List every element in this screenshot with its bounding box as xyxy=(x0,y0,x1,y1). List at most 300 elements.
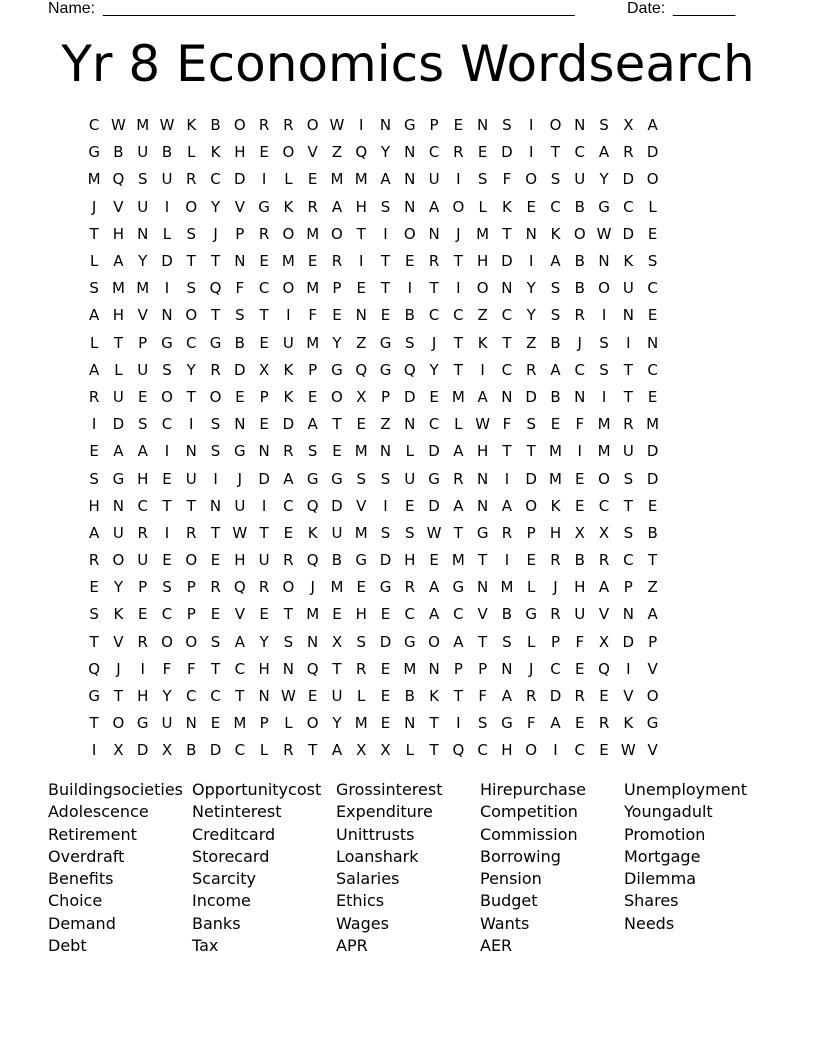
grid-row xyxy=(82,330,665,357)
grid-letter: N xyxy=(161,306,173,325)
grid-letter: R xyxy=(404,578,416,597)
word-column xyxy=(48,779,192,957)
grid-letter: S xyxy=(477,170,488,189)
grid-letter: F xyxy=(162,659,172,678)
grid-letter: C xyxy=(161,605,173,624)
grid-letter: N xyxy=(501,387,513,406)
grid-letter: S xyxy=(477,714,488,733)
grid-letter: J xyxy=(431,333,437,352)
grid-letter: K xyxy=(623,252,634,271)
grid-letter: R xyxy=(258,224,270,243)
grid-letter: E xyxy=(332,605,342,624)
grid-letter: D xyxy=(112,415,125,434)
grid-letter: T xyxy=(648,551,658,570)
grid-letter: T xyxy=(478,632,488,651)
grid-letter: T xyxy=(162,496,172,515)
grid-letter: A xyxy=(550,714,561,733)
grid-letter: X xyxy=(380,741,391,760)
word-item: Debt xyxy=(48,936,87,956)
grid-letter: N xyxy=(307,632,319,651)
grid-letter: Y xyxy=(526,306,536,325)
grid-letter: S xyxy=(599,333,609,352)
grid-letter: R xyxy=(501,523,513,542)
grid-letter: O xyxy=(525,741,538,760)
grid-letter: O xyxy=(185,632,198,651)
grid-letter: N xyxy=(428,659,440,678)
grid-letter: E xyxy=(380,605,391,624)
grid-letter: R xyxy=(574,306,585,325)
grid-letter: T xyxy=(89,224,99,243)
grid-letter: Y xyxy=(332,714,342,733)
grid-letter: F xyxy=(235,279,245,298)
grid-letter: E xyxy=(356,415,366,434)
grid-letter: A xyxy=(113,252,124,271)
grid-letter: I xyxy=(189,415,194,434)
grid-letter: N xyxy=(234,252,246,271)
grid-letter: E xyxy=(575,659,585,678)
grid-letter: C xyxy=(234,741,246,760)
grid-letter: G xyxy=(355,551,368,570)
grid-letter: G xyxy=(88,687,100,706)
grid-letter: O xyxy=(233,116,246,135)
grid-letter: I xyxy=(601,306,607,325)
grid-letter: D xyxy=(234,360,246,379)
grid-letter: J xyxy=(116,659,121,678)
grid-letter: X xyxy=(574,523,585,542)
grid-letter: E xyxy=(477,143,488,162)
grid-letter: L xyxy=(259,741,269,760)
grid-letter: Y xyxy=(162,687,172,706)
word-item: Loanshark xyxy=(336,846,419,866)
grid-letter: W xyxy=(475,415,491,434)
grid-letter: N xyxy=(112,496,125,515)
grid-letter: E xyxy=(332,306,342,325)
grid-letter: E xyxy=(356,279,366,298)
grid-letter: T xyxy=(283,605,293,624)
grid-letter: C xyxy=(501,306,513,325)
grid-letter: O xyxy=(282,143,295,162)
grid-letter: P xyxy=(186,605,196,624)
grid-letter: N xyxy=(501,659,513,678)
grid-letter: T xyxy=(89,632,99,651)
grid-letter: Z xyxy=(477,306,488,325)
grid-letter: G xyxy=(476,523,489,542)
grid-letter: M xyxy=(403,659,417,678)
grid-letter: L xyxy=(478,197,487,216)
grid-letter: N xyxy=(234,415,246,434)
grid-letter: H xyxy=(137,469,149,488)
grid-letter: A xyxy=(234,632,245,651)
grid-letter: D xyxy=(428,496,440,515)
grid-letter: C xyxy=(283,496,294,515)
grid-letter: S xyxy=(137,170,148,189)
grid-letter: T xyxy=(453,360,463,379)
grid-letter: B xyxy=(234,333,245,352)
grid-letter: C xyxy=(258,279,270,298)
grid-letter: F xyxy=(186,659,196,678)
grid-letter: O xyxy=(161,387,173,406)
grid-letter: A xyxy=(477,387,488,406)
grid-letter: I xyxy=(383,496,388,515)
grid-letter: I xyxy=(626,659,631,678)
grid-letter: L xyxy=(405,442,414,461)
grid-letter: V xyxy=(598,605,610,624)
grid-row xyxy=(82,438,665,465)
grid-letter: O xyxy=(282,224,295,243)
grid-letter: N xyxy=(404,143,416,162)
grid-letter: D xyxy=(331,496,343,515)
grid-letter: J xyxy=(310,578,315,597)
grid-letter: V xyxy=(113,632,124,651)
grid-letter: E xyxy=(647,224,658,243)
grid-letter: O xyxy=(209,387,222,406)
word-item: AER xyxy=(480,936,513,956)
grid-letter: O xyxy=(282,279,295,298)
word-item: Demand xyxy=(48,913,116,933)
grid-letter: H xyxy=(234,143,246,162)
grid-letter: S xyxy=(356,632,366,651)
grid-row xyxy=(82,601,665,628)
grid-letter: A xyxy=(598,578,610,597)
grid-letter: K xyxy=(550,496,561,515)
grid-letter: I xyxy=(528,143,534,162)
grid-letter: Z xyxy=(331,143,343,162)
grid-letter: C xyxy=(623,551,634,570)
grid-letter: B xyxy=(331,551,343,570)
grid-letter: M xyxy=(330,578,344,597)
grid-letter: R xyxy=(186,523,197,542)
grid-letter: A xyxy=(283,469,294,488)
grid-letter: R xyxy=(137,632,148,651)
grid-letter: B xyxy=(501,605,513,624)
grid-letter: T xyxy=(259,306,269,325)
grid-letter: V xyxy=(477,605,488,624)
word-item: Shares xyxy=(624,891,679,911)
grid-letter: Y xyxy=(113,578,123,597)
grid-letter: U xyxy=(137,360,149,379)
grid-letter: S xyxy=(283,632,294,651)
grid-letter: N xyxy=(185,714,197,733)
grid-letter: E xyxy=(599,741,609,760)
grid-letter: R xyxy=(210,360,221,379)
grid-letter: A xyxy=(89,360,100,379)
grid-letter: S xyxy=(235,306,245,325)
grid-letter: K xyxy=(550,224,561,243)
grid-letter: S xyxy=(623,469,634,488)
grid-letter: P xyxy=(235,224,245,243)
grid-letter: T xyxy=(453,252,463,271)
grid-letter: N xyxy=(258,442,270,461)
word-item: Ethics xyxy=(336,891,385,911)
grid-letter: S xyxy=(550,306,561,325)
grid-letter: G xyxy=(501,714,513,733)
grid-letter: M xyxy=(476,224,490,243)
grid-letter: C xyxy=(404,605,416,624)
grid-letter: V xyxy=(113,197,124,216)
grid-letter: R xyxy=(428,252,440,271)
word-item: Tax xyxy=(192,936,219,956)
grid-letter: S xyxy=(380,469,391,488)
grid-letter: D xyxy=(501,252,513,271)
grid-letter: N xyxy=(574,116,586,135)
grid-letter: O xyxy=(646,687,659,706)
grid-letter: X xyxy=(113,741,124,760)
grid-letter: E xyxy=(526,197,536,216)
grid-letter: U xyxy=(574,605,586,624)
grid-letter: E xyxy=(429,551,439,570)
word-column xyxy=(624,779,768,957)
grid-letter: E xyxy=(380,714,391,733)
word-item: Buildingsocieties xyxy=(48,780,184,799)
grid-letter: E xyxy=(575,714,585,733)
grid-letter: O xyxy=(598,279,610,298)
grid-letter: A xyxy=(89,306,100,325)
grid-letter: N xyxy=(477,116,489,135)
grid-letter: M xyxy=(233,714,247,733)
grid-letter: O xyxy=(282,578,295,597)
grid-letter: W xyxy=(280,687,296,706)
grid-letter: E xyxy=(259,333,269,352)
grid-letter: I xyxy=(601,387,607,406)
grid-letter: P xyxy=(550,632,560,651)
grid-letter: H xyxy=(404,551,416,570)
grid-letter: O xyxy=(525,496,538,515)
grid-letter: G xyxy=(331,469,343,488)
grid-letter: G xyxy=(452,578,465,597)
grid-letter: E xyxy=(307,170,318,189)
grid-letter: T xyxy=(235,687,245,706)
word-item: Budget xyxy=(480,891,538,911)
grid-letter: U xyxy=(112,387,124,406)
grid-letter: T xyxy=(429,741,439,760)
grid-letter: M xyxy=(354,523,368,542)
grid-letter: Y xyxy=(138,252,148,271)
grid-letter: C xyxy=(574,143,585,162)
word-item: Wages xyxy=(336,913,389,933)
grid-letter: J xyxy=(528,659,534,678)
grid-letter: M xyxy=(597,415,611,434)
grid-letter: C xyxy=(428,415,440,434)
word-item: Storecard xyxy=(192,846,270,866)
grid-letter: E xyxy=(210,714,221,733)
grid-letter: N xyxy=(404,197,416,216)
grid-letter: G xyxy=(88,143,100,162)
grid-letter: B xyxy=(210,116,221,135)
grid-letter: Q xyxy=(306,551,319,570)
grid-letter: C xyxy=(647,279,658,298)
grid-letter: C xyxy=(550,197,561,216)
grid-letter: I xyxy=(577,442,582,461)
grid-letter: V xyxy=(356,496,367,515)
grid-row xyxy=(82,384,665,411)
grid-letter: Y xyxy=(380,143,391,162)
grid-letter: W xyxy=(329,116,345,135)
grid-letter: N xyxy=(282,659,294,678)
grid-letter: S xyxy=(162,578,172,597)
grid-letter: G xyxy=(234,442,246,461)
word-item: Pension xyxy=(480,869,542,889)
grid-letter: M xyxy=(451,551,465,570)
grid-letter: M xyxy=(136,116,150,135)
grid-letter: E xyxy=(259,415,269,434)
grid-letter: O xyxy=(549,116,562,135)
grid-letter: L xyxy=(454,415,463,434)
grid-letter: H xyxy=(574,578,586,597)
grid-letter: M xyxy=(500,578,514,597)
grid-letter: P xyxy=(308,360,318,379)
grid-letter: W xyxy=(596,224,612,243)
grid-letter: L xyxy=(357,687,366,706)
grid-letter: M xyxy=(646,415,660,434)
grid-row xyxy=(82,710,665,737)
grid-letter: R xyxy=(525,360,537,379)
grid-letter: O xyxy=(646,170,659,189)
grid-letter: O xyxy=(185,306,198,325)
grid-letter: H xyxy=(258,659,270,678)
grid-letter: K xyxy=(307,523,318,542)
grid-letter: T xyxy=(186,496,196,515)
grid-letter: C xyxy=(501,360,513,379)
grid-letter: A xyxy=(453,442,464,461)
grid-letter: K xyxy=(477,333,488,352)
grid-letter: T xyxy=(502,333,512,352)
grid-letter: R xyxy=(283,442,294,461)
grid-row xyxy=(82,275,665,302)
grid-letter: I xyxy=(383,224,388,243)
grid-letter: S xyxy=(380,197,391,216)
grid-letter: O xyxy=(573,224,586,243)
grid-letter: P xyxy=(259,714,269,733)
grid-letter: A xyxy=(501,687,513,706)
grid-letter: R xyxy=(598,714,610,733)
name-blank: _____________________________________________________ xyxy=(103,0,575,17)
grid-letter: R xyxy=(623,143,634,162)
grid-letter: Q xyxy=(598,659,610,678)
grid-letter: G xyxy=(161,333,173,352)
grid-letter: P xyxy=(429,116,439,135)
grid-letter: E xyxy=(526,551,536,570)
grid-letter: P xyxy=(259,387,269,406)
grid-letter: E xyxy=(307,252,318,271)
grid-letter: N xyxy=(598,252,610,271)
grid-letter: S xyxy=(502,632,512,651)
grid-letter: Y xyxy=(210,197,221,216)
grid-letter: V xyxy=(623,687,634,706)
word-item: Retirement xyxy=(48,824,137,844)
grid-letter: D xyxy=(234,170,246,189)
grid-letter: B xyxy=(574,279,585,298)
grid-letter: E xyxy=(259,143,269,162)
grid-letter: D xyxy=(525,387,537,406)
grid-letter: R xyxy=(210,578,221,597)
grid-row xyxy=(82,574,665,601)
grid-letter: W xyxy=(159,116,175,135)
grid-letter: G xyxy=(331,360,343,379)
grid-letter: I xyxy=(528,116,534,135)
word-column xyxy=(192,779,336,957)
grid-letter: D xyxy=(282,415,295,434)
grid-letter: I xyxy=(626,333,631,352)
grid-letter: S xyxy=(89,469,99,488)
grid-letter: T xyxy=(89,714,99,733)
grid-letter: G xyxy=(403,632,416,651)
grid-letter: C xyxy=(234,659,246,678)
grid-letter: T xyxy=(623,496,633,515)
grid-letter: R xyxy=(598,551,610,570)
grid-letter: T xyxy=(113,333,123,352)
grid-row xyxy=(82,737,665,764)
word-item: Opportunitycost xyxy=(192,780,322,799)
grid-letter: E xyxy=(89,442,99,461)
grid-letter: Z xyxy=(526,333,537,352)
grid-letter: H xyxy=(477,442,489,461)
word-item: Banks xyxy=(192,913,241,933)
date-label: Date: xyxy=(627,0,666,17)
grid-row xyxy=(82,221,665,248)
grid-letter: M xyxy=(549,469,562,488)
grid-letter: E xyxy=(307,387,318,406)
grid-letter: G xyxy=(136,714,149,733)
grid-letter: A xyxy=(307,415,318,434)
grid-letter: E xyxy=(332,442,342,461)
grid-letter: V xyxy=(647,659,658,678)
grid-letter: G xyxy=(306,469,319,488)
grid-letter: Q xyxy=(306,496,319,515)
word-column xyxy=(480,779,624,957)
grid-letter: I xyxy=(359,116,364,135)
grid-letter: S xyxy=(89,279,99,298)
grid-letter: N xyxy=(404,714,416,733)
grid-letter: G xyxy=(258,197,270,216)
grid-letter: S xyxy=(162,360,172,379)
grid-letter: A xyxy=(598,143,610,162)
grid-letter: X xyxy=(623,116,634,135)
word-item: Creditcard xyxy=(192,824,276,844)
grid-letter: K xyxy=(283,197,294,216)
grid-letter: A xyxy=(501,496,513,515)
grid-letter: D xyxy=(209,741,222,760)
date-blank: _______ xyxy=(673,0,736,17)
word-item: Hirepurchase xyxy=(480,780,586,799)
grid-row xyxy=(82,194,665,221)
grid-letter: K xyxy=(623,714,634,733)
grid-letter: D xyxy=(258,469,270,488)
grid-letter: M xyxy=(306,279,320,298)
grid-letter: O xyxy=(476,279,489,298)
grid-letter: Q xyxy=(355,143,368,162)
grid-row xyxy=(82,302,665,329)
grid-letter: U xyxy=(258,551,270,570)
letter-grid xyxy=(82,112,665,765)
grid-letter: L xyxy=(405,741,414,760)
grid-letter: T xyxy=(186,387,196,406)
grid-letter: G xyxy=(525,605,538,624)
grid-letter: M xyxy=(306,224,320,243)
grid-letter: X xyxy=(598,632,610,651)
word-column xyxy=(336,779,480,957)
grid-letter: I xyxy=(528,252,534,271)
grid-letter: P xyxy=(186,578,196,597)
grid-letter: T xyxy=(623,360,633,379)
grid-letter: D xyxy=(646,469,659,488)
grid-letter: N xyxy=(477,496,489,515)
grid-letter: B xyxy=(550,387,561,406)
grid-letter: B xyxy=(404,687,415,706)
grid-letter: E xyxy=(210,551,221,570)
grid-letter: Q xyxy=(452,741,465,760)
grid-letter: B xyxy=(574,197,585,216)
grid-letter: D xyxy=(161,252,173,271)
